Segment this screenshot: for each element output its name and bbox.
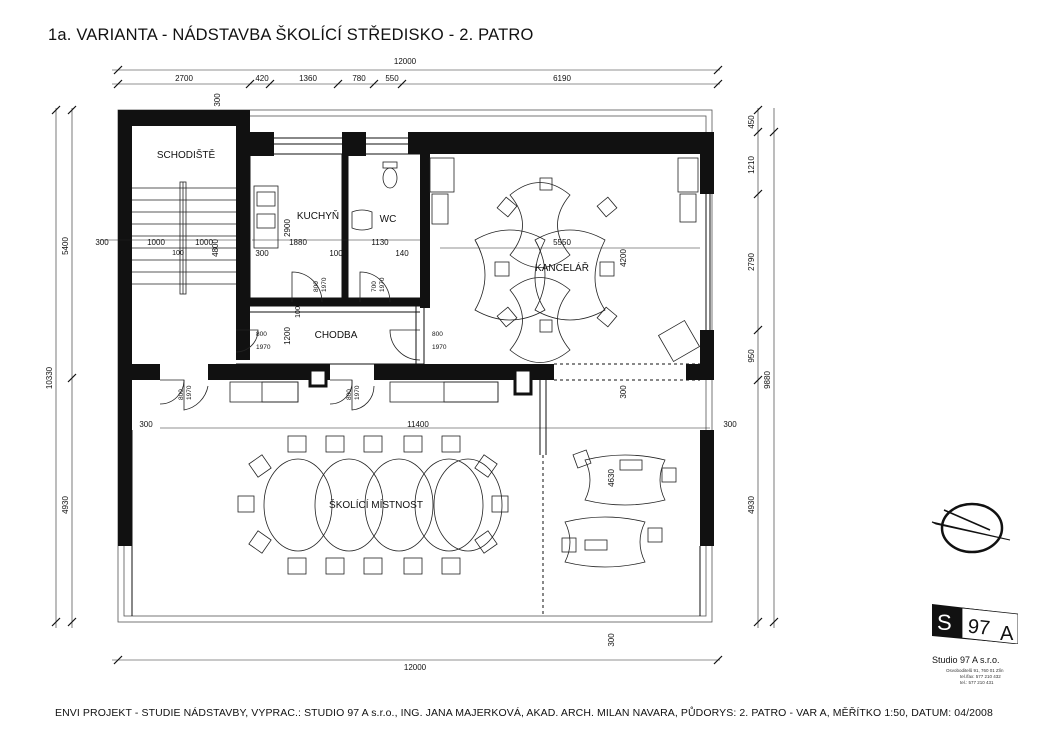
dim-top-seg-3: 1360 — [299, 74, 317, 83]
dim-right-3: 2790 — [747, 253, 756, 271]
studio-logo-mark — [932, 504, 1010, 552]
room-office: KANCELÁŘ — [535, 263, 589, 274]
dim-right-total: 9880 — [763, 371, 772, 389]
dim-stairs-row-2: 1000 — [147, 238, 165, 247]
room-stairs: SCHODIŠTĚ — [156, 150, 216, 161]
company-phone: tel./fax: 577 210 432 — [960, 674, 1001, 679]
company-phone-2: tel.: 577 210 431 — [960, 680, 994, 685]
dim-top-seg-1: 2700 — [175, 74, 193, 83]
door-training1-h: 1970 — [186, 385, 193, 400]
corridor-benches — [230, 382, 498, 402]
fixtures — [254, 162, 397, 248]
drawing-title: 1a. VARIANTA - NÁDSTAVBA ŠKOLÍCÍ STŘEDISKO - 2. PATRO — [48, 26, 534, 44]
dim-training-left: 300 — [139, 420, 153, 429]
door-office-w: 800 — [432, 331, 443, 338]
dim-corridor-height: 1200 — [283, 327, 292, 345]
dim-training-height: 4630 — [607, 469, 616, 487]
dim-top-seg-5: 550 — [385, 74, 399, 83]
dim-office-width: 5550 — [553, 238, 571, 247]
dim-training-width: 11400 — [407, 420, 429, 429]
dim-stairs-row-3: 1000 — [195, 238, 213, 247]
studio-logo-box — [932, 604, 1018, 644]
dim-training-right: 300 — [723, 420, 737, 429]
door-stairs-w: 800 — [256, 331, 267, 338]
room-labels — [157, 148, 589, 511]
room-wc: WC — [379, 214, 397, 225]
dim-bottom-total: 12000 — [403, 663, 427, 672]
dim-right-4: 950 — [747, 349, 756, 363]
right-desks — [562, 450, 676, 567]
dim-right-2: 1210 — [747, 156, 756, 174]
dim-corridor-100: 100 — [295, 306, 302, 318]
door-training2-w: 800 — [346, 389, 353, 400]
company-name: Studio 97 A s.r.o. — [932, 655, 1000, 665]
dim-kitchen-100: 100 — [329, 249, 343, 258]
logo-letter-s: S — [937, 610, 952, 635]
dim-top-seg-6: 6190 — [553, 74, 571, 83]
room-corridor: CHODBA — [314, 330, 358, 341]
dim-kitchen-height: 2900 — [283, 219, 292, 237]
office-furniture — [430, 158, 699, 363]
dim-wc-width: 1130 — [371, 238, 389, 247]
room-kitchen: KUCHYŇ — [296, 211, 340, 222]
logo-number: 97 — [966, 615, 992, 640]
door-stairs-h: 1970 — [256, 344, 271, 351]
dim-right-5: 4930 — [747, 496, 756, 514]
dim-top-seg-2: 420 — [255, 74, 269, 83]
door-training2-h: 1970 — [354, 385, 361, 400]
dim-mid-300: 300 — [619, 385, 628, 399]
dim-left-lower: 4930 — [61, 496, 70, 514]
logo-letter-a: A — [1000, 623, 1014, 644]
door-office-h: 1970 — [432, 344, 447, 351]
dim-kitchen-300: 300 — [255, 249, 269, 258]
door-wc-h: 1970 — [379, 277, 386, 292]
dim-bottom-300: 300 — [607, 633, 616, 647]
dim-office-height: 4200 — [619, 249, 628, 267]
drawing-footer: ENVI PROJEKT - STUDIE NÁDSTAVBY, VYPRAC.: STUDIO 97 A s.r.o., ING. JANA MAJERKOVÁ, AKAD. ARCH. MILAN NAVARA, PŮDORYS: 2. PATRO - VAR A, MĚŘÍTKO 1:50, DATUM: 04/2008 — [55, 707, 993, 719]
dim-top-seg-4: 780 — [352, 74, 366, 83]
dim-left-upper: 5400 — [61, 237, 70, 255]
door-kitchen-h: 1970 — [321, 277, 328, 292]
dim-stairs-height: 4800 — [211, 239, 220, 257]
company-address: Osvoboditelů 91, 760 01 Zlín — [946, 668, 1004, 673]
door-training1-w: 800 — [178, 389, 185, 400]
dim-left-total: 10330 — [45, 366, 54, 390]
room-training: ŠKOLÍCÍ MÍSTNOST — [329, 500, 423, 511]
dim-right-1: 450 — [747, 115, 756, 129]
dim-stairs-row-1: 300 — [95, 238, 109, 247]
dim-stairs-top: 300 — [213, 93, 222, 107]
dim-kitchen-width: 1880 — [289, 238, 307, 247]
dim-top-total: 12000 — [393, 57, 417, 66]
door-wc-w: 700 — [371, 281, 378, 292]
door-kitchen-w: 800 — [313, 281, 320, 292]
dim-stairs-small: 100 — [172, 250, 184, 257]
dim-wc-140: 140 — [395, 249, 409, 258]
